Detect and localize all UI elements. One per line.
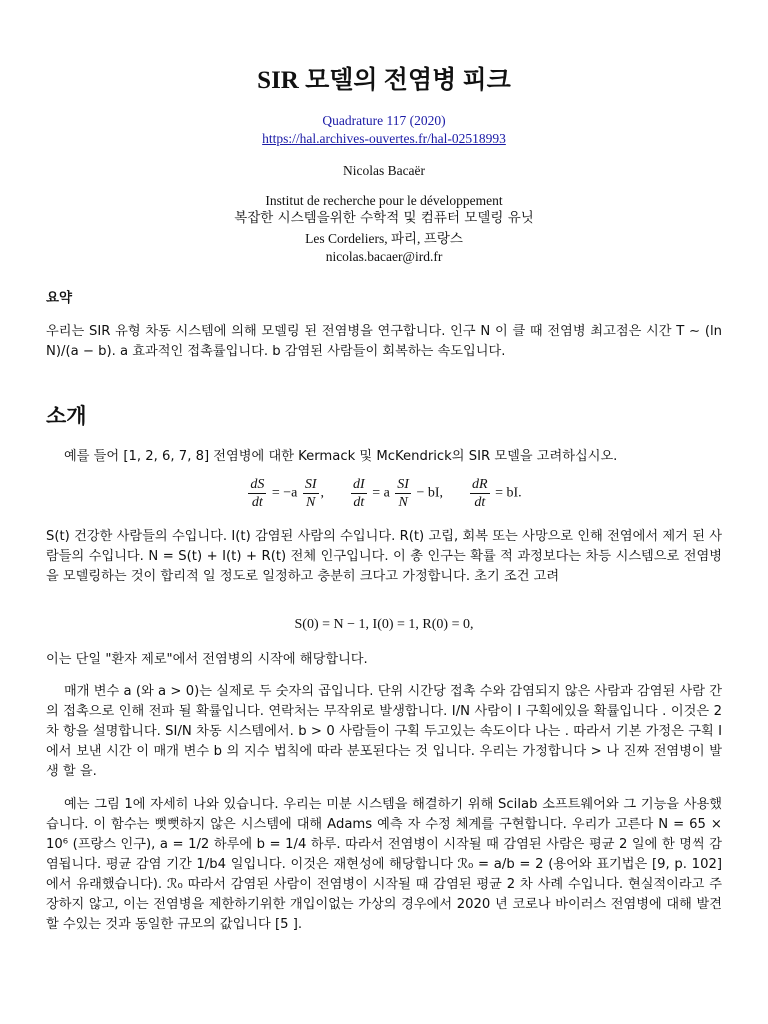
fraction-SI-N-1: $\frac{SI}{N}$ (304, 477, 317, 510)
affiliation-line-2: 복잡한 시스템을위한 수학적 및 컴퓨터 모델링 유닛 (234, 210, 534, 226)
abstract-text: 우리는 SIR 유형 차동 시스템에 의해 모델링 된 전염병을 연구합니다. 인구 N 이 클 때 전염병 최고점은 시간 T ∼ (ln N)/(a − b). a 효과적인 접촉률입니다. b 감염된 사람들이 회복하는 속도입니다. (46, 324, 722, 359)
affiliation-line-3: Les Cordeliers, 파리, 프랑스 (305, 231, 463, 246)
fraction-dI-dt: $\frac{dI}{dt}$ (353, 477, 365, 510)
fraction-dR-dt: $\frac{dR}{dt}$ (472, 477, 488, 510)
fraction-dS-dt: $\frac{dS}{dt}$ (250, 477, 265, 510)
author-email[interactable]: nicolas.bacaer@ird.fr (325, 249, 443, 264)
journal-reference: Quadrature 117 (2020) (322, 113, 446, 128)
intro-paragraph-1: 예를 들어 [1, 2, 6, 7, 8] 전염병에 대한 Kermack 및 McKendrick의 SIR 모델을 고려하십시오. (64, 449, 618, 464)
fraction-SI-N-2: $\frac{SI}{N}$ (397, 477, 409, 510)
sir-equation-system: $\frac{dS}{dt}$ = −a $\frac{SI}{N}$ , $\frac{dI}{dt}$ = a $\frac{SI}{N}$ − bI, $\frac{dR}{dt}$ = bI. (250, 477, 522, 510)
intro-paragraph-4: 매개 변수 a (와 a > 0)는 실제로 두 숫자의 곱입니다. 단위 시간당 접촉 수와 감염되지 않은 사람과 감염된 사람 간의 접촉으로 인해 전파 될 확률입니다. 연락처는 무작위로 발생합니다. I/N 사람이 I 구획에있을 확률입니다 . 이것은 2 차 항을 설명합니다. SI/N 차동 시스템에서. b > 0 사람들이 구획 두고있는 속도이다 나는 . 따라서 기본 가정은 구획 I 에서 보낸 시간 이 매개 변수 b 의 지수 법칙에 따라 분포된다는 것 입니다. 우리는 가정합니다 > 나 진짜 전염병이 발생 할 을. (46, 684, 722, 779)
affiliation-line-1: Institut de recherche pour le développement (265, 193, 503, 208)
intro-paragraph-5: 예는 그림 1에 자세히 나와 있습니다. 우리는 미분 시스템을 해결하기 위해 Scilab 소프트웨어와 그 기능을 사용했습니다. 이 함수는 뻣뻣하지 않은 시스템에 대해 Adams 예측 자 수정 체계를 구현합니다. 우리가 고른다 N = 65 × 10⁶ (프랑스 인구), a = 1/2 하루에 b = 1/4 하루. 따라서 전염병이 시작될 때 감염된 사람은 평균 2 일에 한 명씩 감염됩니다. 평균 감염 기간 1/b4 일입니다. 이것은 재현성에 해당합니다 ℛ₀ = a/b = 2 (용어와 표기법은 [9, p. 102]에서 유래했습니다). ℛ₀ 따라서 감염된 사람이 전염병이 시작될 때 감염된 평균 2 차 사례 수입니다. 현실적이라고 주장하지 않고, 이는 전염병을 제한하기위한 개입이없는 가상의 경우에서 2020 년 코로나 바이러스 전염병에 대해 발견 할 수있는 것과 동일한 규모의 값입니다 [5 ]. (46, 797, 723, 932)
paper-title: SIR 모델의 전염병 피크 (257, 67, 511, 94)
intro-heading: 소개 (46, 404, 87, 428)
initial-conditions-equation: S(0) = N − 1, I(0) = 1, R(0) = 0, (294, 617, 474, 632)
author-name: Nicolas Bacaër (342, 163, 426, 178)
intro-paragraph-3: 이는 단일 "환자 제로"에서 전염병의 시작에 해당합니다. (46, 652, 368, 667)
intro-paragraph-2: S(t) 건강한 사람들의 수입니다. I(t) 감염된 사람의 수입니다. R(t) 고립, 회복 또는 사망으로 인해 전염에서 제거 된 사람들의 수입니다. N = S(t) + I(t) + R(t) 전체 인구입니다. 이 총 인구는 확률 적 과정보다는 차등 시스템으로 전염병을 모델링하는 것이 합리적 일 정도로 일정하고 충분히 크다고 가정합니다. 초기 조건 고려 (46, 529, 722, 584)
abstract-heading: 요약 (46, 290, 73, 306)
hal-link[interactable]: https://hal.archives-ouvertes.fr/hal-02518993 (262, 131, 506, 146)
